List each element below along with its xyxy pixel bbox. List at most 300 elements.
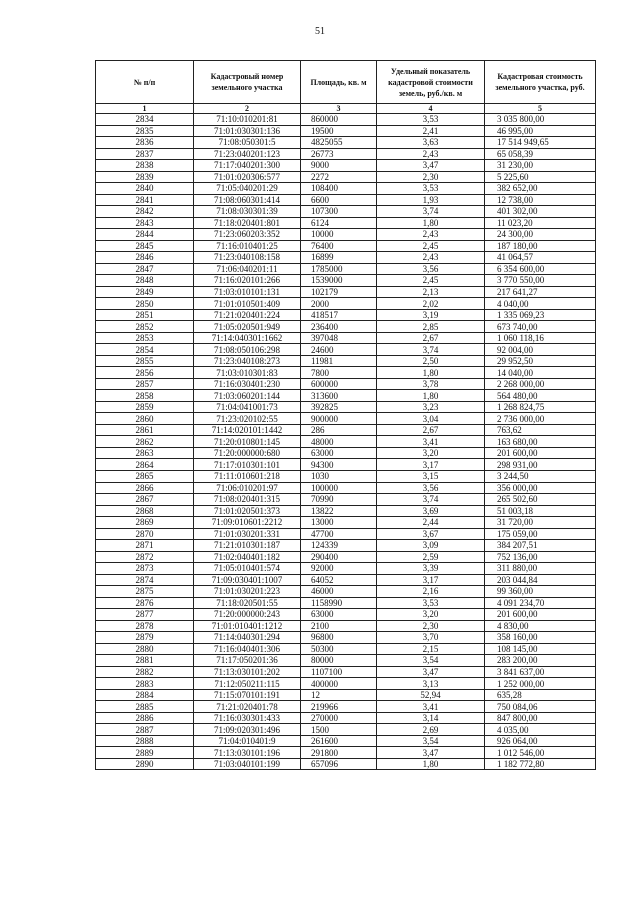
cadastral-number-cell: 71:06:010201:97 [194, 482, 301, 494]
unit-cost-cell: 2,45 [377, 240, 485, 252]
cadastral-number-cell: 71:10:010201:81 [194, 114, 301, 126]
cadastral-number-cell: 71:01:030201:331 [194, 528, 301, 540]
table-row [96, 217, 596, 229]
row-number-cell: 2877 [96, 609, 194, 621]
unit-cost-cell: 3,56 [377, 263, 485, 275]
area-cell: 1158990 [301, 597, 377, 609]
unit-cost-cell: 3,47 [377, 160, 485, 172]
table-row [96, 758, 596, 770]
cadastral-value-cell: 203 044,84 [485, 574, 596, 586]
cadastral-value-cell: 635,28 [485, 689, 596, 701]
unit-cost-cell: 2,85 [377, 321, 485, 333]
cadastral-number-cell: 71:13:030101:202 [194, 666, 301, 678]
area-cell: 46000 [301, 586, 377, 598]
area-cell: 1500 [301, 724, 377, 736]
unit-cost-cell: 3,39 [377, 563, 485, 575]
cadastral-number-cell: 71:09:030401:1007 [194, 574, 301, 586]
table-row [96, 551, 596, 563]
row-number-cell: 2881 [96, 655, 194, 667]
unit-cost-cell: 2,16 [377, 586, 485, 598]
unit-cost-cell: 2,67 [377, 332, 485, 344]
cadastral-number-cell: 71:14:040301:1662 [194, 332, 301, 344]
row-number-cell: 2839 [96, 171, 194, 183]
table-row [96, 494, 596, 506]
unit-cost-cell: 3,19 [377, 309, 485, 321]
header-area: Площадь, кв. м [301, 61, 377, 104]
row-number-cell: 2876 [96, 597, 194, 609]
table-row [96, 367, 596, 379]
unit-cost-cell: 2,69 [377, 724, 485, 736]
cadastral-value-cell: 17 514 949,65 [485, 137, 596, 149]
area-cell: 9000 [301, 160, 377, 172]
area-cell: 48000 [301, 436, 377, 448]
cadastral-number-cell: 71:21:010301:187 [194, 540, 301, 552]
area-cell: 2100 [301, 620, 377, 632]
area-cell: 400000 [301, 678, 377, 690]
cadastral-value-cell: 4 035,00 [485, 724, 596, 736]
area-cell: 16899 [301, 252, 377, 264]
unit-cost-cell: 1,80 [377, 217, 485, 229]
table-row [96, 206, 596, 218]
row-number-cell: 2845 [96, 240, 194, 252]
area-cell: 10000 [301, 229, 377, 241]
cadastral-number-cell: 71:23:020102:55 [194, 413, 301, 425]
area-cell: 397048 [301, 332, 377, 344]
row-number-cell: 2870 [96, 528, 194, 540]
unit-cost-cell: 2,41 [377, 125, 485, 137]
area-cell: 92000 [301, 563, 377, 575]
cadastral-value-cell: 175 059,00 [485, 528, 596, 540]
cadastral-number-cell: 71:03:040101:199 [194, 758, 301, 770]
cadastral-number-cell: 71:16:030301:433 [194, 712, 301, 724]
row-number-cell: 2854 [96, 344, 194, 356]
cadastral-value-cell: 24 300,00 [485, 229, 596, 241]
cadastral-value-cell: 356 000,00 [485, 482, 596, 494]
cadastral-number-cell: 71:02:040401:182 [194, 551, 301, 563]
area-cell: 1030 [301, 470, 377, 482]
cadastral-value-cell: 99 360,00 [485, 586, 596, 598]
unit-cost-cell: 3,74 [377, 344, 485, 356]
unit-cost-cell: 1,80 [377, 367, 485, 379]
area-cell: 290400 [301, 551, 377, 563]
area-cell: 24600 [301, 344, 377, 356]
cadastral-value-cell: 4 830,00 [485, 620, 596, 632]
area-cell: 64052 [301, 574, 377, 586]
table-row [96, 332, 596, 344]
column-number: 1 [96, 104, 194, 114]
area-cell: 286 [301, 424, 377, 436]
unit-cost-cell: 3,04 [377, 413, 485, 425]
column-number: 5 [485, 104, 596, 114]
row-number-cell: 2837 [96, 148, 194, 160]
row-number-cell: 2868 [96, 505, 194, 517]
row-number-cell: 2874 [96, 574, 194, 586]
area-cell: 219966 [301, 701, 377, 713]
cadastral-value-cell: 298 931,00 [485, 459, 596, 471]
table-row [96, 298, 596, 310]
table-row [96, 355, 596, 367]
row-number-cell: 2862 [96, 436, 194, 448]
unit-cost-cell: 2,30 [377, 620, 485, 632]
row-number-cell: 2849 [96, 286, 194, 298]
table-row [96, 482, 596, 494]
cadastral-number-cell: 71:23:040108:273 [194, 355, 301, 367]
area-cell: 2272 [301, 171, 377, 183]
cadastral-number-cell: 71:17:010301:101 [194, 459, 301, 471]
row-number-cell: 2853 [96, 332, 194, 344]
table-row [96, 171, 596, 183]
cadastral-value-cell: 382 652,00 [485, 183, 596, 195]
cadastral-number-cell: 71:16:040401:306 [194, 643, 301, 655]
area-cell: 6124 [301, 217, 377, 229]
row-number-cell: 2848 [96, 275, 194, 287]
cadastral-number-cell: 71:01:010501:409 [194, 298, 301, 310]
cadastral-value-cell: 311 880,00 [485, 563, 596, 575]
cadastral-number-cell: 71:14:020101:1442 [194, 424, 301, 436]
unit-cost-cell: 2,15 [377, 643, 485, 655]
area-cell: 1107100 [301, 666, 377, 678]
area-cell: 291800 [301, 747, 377, 759]
row-number-cell: 2890 [96, 758, 194, 770]
cadastral-number-cell: 71:01:020306:577 [194, 171, 301, 183]
cadastral-value-cell: 847 800,00 [485, 712, 596, 724]
cadastral-number-cell: 71:20:000000:243 [194, 609, 301, 621]
unit-cost-cell: 3,17 [377, 459, 485, 471]
cadastral-number-cell: 71:06:040201:11 [194, 263, 301, 275]
cadastral-value-cell: 31 720,00 [485, 517, 596, 529]
table-row [96, 114, 596, 126]
cadastral-number-cell: 71:18:020401:801 [194, 217, 301, 229]
cadastral-number-cell: 71:04:010401:9 [194, 735, 301, 747]
unit-cost-cell: 3,53 [377, 597, 485, 609]
row-number-cell: 2867 [96, 494, 194, 506]
cadastral-value-cell: 6 354 600,00 [485, 263, 596, 275]
table-row [96, 609, 596, 621]
row-number-cell: 2840 [96, 183, 194, 195]
unit-cost-cell: 3,69 [377, 505, 485, 517]
cadastral-value-cell: 3 244,50 [485, 470, 596, 482]
row-number-cell: 2859 [96, 401, 194, 413]
table-header-row [96, 61, 596, 104]
area-cell: 100000 [301, 482, 377, 494]
cadastral-value-cell: 2 736 000,00 [485, 413, 596, 425]
cadastral-number-cell: 71:16:020101:266 [194, 275, 301, 287]
table-row [96, 655, 596, 667]
cadastral-value-cell: 283 200,00 [485, 655, 596, 667]
unit-cost-cell: 3,54 [377, 655, 485, 667]
unit-cost-cell: 2,50 [377, 355, 485, 367]
cadastral-value-cell: 4 040,00 [485, 298, 596, 310]
cadastral-value-cell: 763,62 [485, 424, 596, 436]
row-number-cell: 2864 [96, 459, 194, 471]
unit-cost-cell: 3,23 [377, 401, 485, 413]
unit-cost-cell: 1,93 [377, 194, 485, 206]
row-number-cell: 2856 [96, 367, 194, 379]
row-number-cell: 2869 [96, 517, 194, 529]
row-number-cell: 2885 [96, 701, 194, 713]
area-cell: 657096 [301, 758, 377, 770]
header-row-number: № п/п [96, 61, 194, 104]
area-cell: 108400 [301, 183, 377, 195]
unit-cost-cell: 2,44 [377, 517, 485, 529]
area-cell: 4825055 [301, 137, 377, 149]
cadastral-number-cell: 71:21:020401:224 [194, 309, 301, 321]
row-number-cell: 2871 [96, 540, 194, 552]
column-number: 3 [301, 104, 377, 114]
table-row [96, 505, 596, 517]
unit-cost-cell: 2,13 [377, 286, 485, 298]
cadastral-number-cell: 71:12:050211:115 [194, 678, 301, 690]
table-row [96, 724, 596, 736]
row-number-cell: 2834 [96, 114, 194, 126]
cadastral-value-cell: 926 064,00 [485, 735, 596, 747]
cadastral-value-cell: 29 952,50 [485, 355, 596, 367]
cadastral-value-cell: 201 600,00 [485, 447, 596, 459]
unit-cost-cell: 3,53 [377, 114, 485, 126]
unit-cost-cell: 3,09 [377, 540, 485, 552]
cadastral-number-cell: 71:08:020401:315 [194, 494, 301, 506]
row-number-cell: 2887 [96, 724, 194, 736]
cadastral-value-cell: 3 035 800,00 [485, 114, 596, 126]
table-row [96, 574, 596, 586]
row-number-cell: 2851 [96, 309, 194, 321]
cadastral-value-cell: 51 003,18 [485, 505, 596, 517]
row-number-cell: 2836 [96, 137, 194, 149]
area-cell: 47700 [301, 528, 377, 540]
table-row [96, 309, 596, 321]
cadastral-value-cell: 41 064,57 [485, 252, 596, 264]
unit-cost-cell: 3,14 [377, 712, 485, 724]
unit-cost-cell: 3,54 [377, 735, 485, 747]
cadastral-value-cell: 1 268 824,75 [485, 401, 596, 413]
table-body [96, 114, 596, 770]
table-row [96, 470, 596, 482]
row-number-cell: 2850 [96, 298, 194, 310]
cadastral-number-cell: 71:20:000000:680 [194, 447, 301, 459]
area-cell: 6600 [301, 194, 377, 206]
table-row [96, 286, 596, 298]
table-row [96, 252, 596, 264]
cadastral-value-cell: 1 252 000,00 [485, 678, 596, 690]
cadastral-value-cell: 3 841 637,00 [485, 666, 596, 678]
area-cell: 12 [301, 689, 377, 701]
cadastral-value-cell: 1 060 118,16 [485, 332, 596, 344]
area-cell: 860000 [301, 114, 377, 126]
cadastral-value-cell: 358 160,00 [485, 632, 596, 644]
row-number-cell: 2857 [96, 378, 194, 390]
area-cell: 102179 [301, 286, 377, 298]
area-cell: 96800 [301, 632, 377, 644]
row-number-cell: 2875 [96, 586, 194, 598]
table-row [96, 632, 596, 644]
table-row [96, 378, 596, 390]
area-cell: 50300 [301, 643, 377, 655]
table-row [96, 436, 596, 448]
row-number-cell: 2884 [96, 689, 194, 701]
row-number-cell: 2883 [96, 678, 194, 690]
cadastral-number-cell: 71:03:060201:144 [194, 390, 301, 402]
cadastral-value-cell: 108 145,00 [485, 643, 596, 655]
row-number-cell: 2866 [96, 482, 194, 494]
cadastral-value-cell: 265 502,60 [485, 494, 596, 506]
area-cell: 261600 [301, 735, 377, 747]
cadastral-number-cell: 71:13:030101:196 [194, 747, 301, 759]
row-number-cell: 2882 [96, 666, 194, 678]
table-row [96, 413, 596, 425]
cadastral-number-cell: 71:16:010401:25 [194, 240, 301, 252]
cadastral-number-cell: 71:23:040201:123 [194, 148, 301, 160]
unit-cost-cell: 3,13 [377, 678, 485, 690]
table-row [96, 597, 596, 609]
column-number-row [96, 104, 596, 114]
row-number-cell: 2879 [96, 632, 194, 644]
cadastral-number-cell: 71:01:020501:373 [194, 505, 301, 517]
table-row [96, 344, 596, 356]
area-cell: 1785000 [301, 263, 377, 275]
area-cell: 76400 [301, 240, 377, 252]
row-number-cell: 2841 [96, 194, 194, 206]
row-number-cell: 2847 [96, 263, 194, 275]
cadastral-number-cell: 71:23:040108:158 [194, 252, 301, 264]
unit-cost-cell: 3,67 [377, 528, 485, 540]
unit-cost-cell: 3,47 [377, 747, 485, 759]
unit-cost-cell: 3,70 [377, 632, 485, 644]
row-number-cell: 2888 [96, 735, 194, 747]
row-number-cell: 2865 [96, 470, 194, 482]
row-number-cell: 2880 [96, 643, 194, 655]
unit-cost-cell: 3,20 [377, 447, 485, 459]
area-cell: 13000 [301, 517, 377, 529]
area-cell: 13822 [301, 505, 377, 517]
table-row [96, 424, 596, 436]
cadastral-value-cell: 750 084,06 [485, 701, 596, 713]
cadastral-number-cell: 71:01:030201:223 [194, 586, 301, 598]
table-row [96, 747, 596, 759]
unit-cost-cell: 1,80 [377, 758, 485, 770]
cadastral-value-cell: 14 040,00 [485, 367, 596, 379]
table-row [96, 459, 596, 471]
unit-cost-cell: 2,59 [377, 551, 485, 563]
header-unit-cost: Удельный показатель кадастровой стоимости земель, руб./кв. м [377, 61, 485, 104]
cadastral-value-cell: 3 770 550,00 [485, 275, 596, 287]
unit-cost-cell: 2,43 [377, 148, 485, 160]
table-row [96, 229, 596, 241]
row-number-cell: 2846 [96, 252, 194, 264]
table-row [96, 712, 596, 724]
area-cell: 313600 [301, 390, 377, 402]
table-row [96, 447, 596, 459]
area-cell: 26773 [301, 148, 377, 160]
table-row [96, 263, 596, 275]
table-row [96, 390, 596, 402]
table-row [96, 148, 596, 160]
row-number-cell: 2860 [96, 413, 194, 425]
area-cell: 7800 [301, 367, 377, 379]
cadastral-value-cell: 31 230,00 [485, 160, 596, 172]
unit-cost-cell: 3,74 [377, 206, 485, 218]
cadastral-value-cell: 92 004,00 [485, 344, 596, 356]
row-number-cell: 2838 [96, 160, 194, 172]
cadastral-number-cell: 71:21:020401:78 [194, 701, 301, 713]
unit-cost-cell: 3,47 [377, 666, 485, 678]
row-number-cell: 2861 [96, 424, 194, 436]
cadastral-value-cell: 2 268 000,00 [485, 378, 596, 390]
unit-cost-cell: 2,02 [377, 298, 485, 310]
table-row [96, 563, 596, 575]
cadastral-number-cell: 71:11:010601:218 [194, 470, 301, 482]
table-row [96, 240, 596, 252]
cadastral-value-cell: 65 058,39 [485, 148, 596, 160]
cadastral-value-cell: 187 180,00 [485, 240, 596, 252]
cadastral-value-cell: 384 207,51 [485, 540, 596, 552]
land-plot-table [95, 60, 596, 770]
table-row [96, 643, 596, 655]
table-row [96, 701, 596, 713]
area-cell: 270000 [301, 712, 377, 724]
row-number-cell: 2842 [96, 206, 194, 218]
row-number-cell: 2863 [96, 447, 194, 459]
unit-cost-cell: 3,15 [377, 470, 485, 482]
cadastral-value-cell: 673 740,00 [485, 321, 596, 333]
unit-cost-cell: 3,63 [377, 137, 485, 149]
area-cell: 80000 [301, 655, 377, 667]
table-row [96, 275, 596, 287]
unit-cost-cell: 1,80 [377, 390, 485, 402]
cadastral-number-cell: 71:08:030301:39 [194, 206, 301, 218]
cadastral-value-cell: 1 012 546,00 [485, 747, 596, 759]
table-row [96, 517, 596, 529]
row-number-cell: 2872 [96, 551, 194, 563]
area-cell: 392825 [301, 401, 377, 413]
unit-cost-cell: 3,78 [377, 378, 485, 390]
cadastral-number-cell: 71:14:040301:294 [194, 632, 301, 644]
table-row [96, 678, 596, 690]
cadastral-number-cell: 71:23:060203:352 [194, 229, 301, 241]
table-row [96, 689, 596, 701]
unit-cost-cell: 3,41 [377, 701, 485, 713]
cadastral-number-cell: 71:15:070101:191 [194, 689, 301, 701]
row-number-cell: 2855 [96, 355, 194, 367]
table-row [96, 620, 596, 632]
table-row [96, 183, 596, 195]
area-cell: 600000 [301, 378, 377, 390]
row-number-cell: 2844 [96, 229, 194, 241]
area-cell: 1539000 [301, 275, 377, 287]
cadastral-number-cell: 71:17:050201:36 [194, 655, 301, 667]
area-cell: 63000 [301, 609, 377, 621]
cadastral-number-cell: 71:03:010301:83 [194, 367, 301, 379]
row-number-cell: 2878 [96, 620, 194, 632]
cadastral-number-cell: 71:09:010601:2212 [194, 517, 301, 529]
table-row [96, 321, 596, 333]
row-number-cell: 2886 [96, 712, 194, 724]
cadastral-value-cell: 201 600,00 [485, 609, 596, 621]
cadastral-value-cell: 46 995,00 [485, 125, 596, 137]
cadastral-value-cell: 5 225,60 [485, 171, 596, 183]
unit-cost-cell: 2,45 [377, 275, 485, 287]
row-number-cell: 2852 [96, 321, 194, 333]
table-row [96, 735, 596, 747]
unit-cost-cell: 3,20 [377, 609, 485, 621]
area-cell: 236400 [301, 321, 377, 333]
unit-cost-cell: 52,94 [377, 689, 485, 701]
cadastral-number-cell: 71:08:050301:5 [194, 137, 301, 149]
cadastral-value-cell: 11 023,20 [485, 217, 596, 229]
column-number: 4 [377, 104, 485, 114]
page-number: 51 [315, 26, 325, 37]
cadastral-value-cell: 564 480,00 [485, 390, 596, 402]
table-row [96, 540, 596, 552]
